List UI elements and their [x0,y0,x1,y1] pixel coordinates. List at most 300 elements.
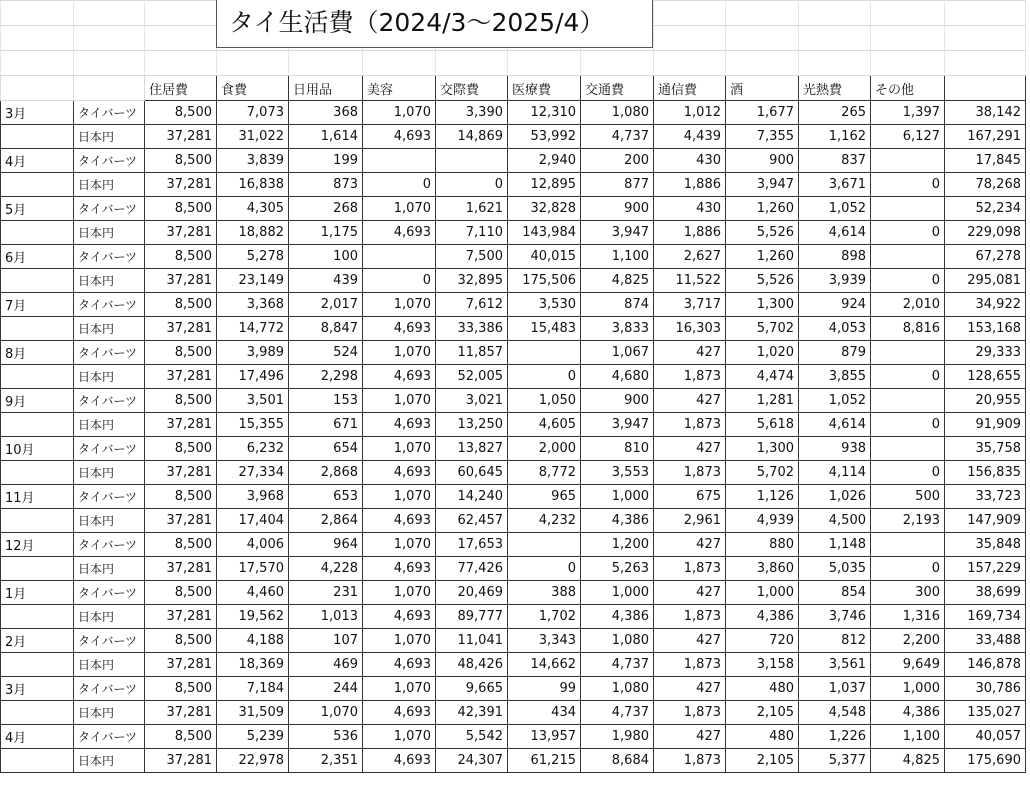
value-cell[interactable] [871,389,945,413]
value-cell[interactable]: 8,500 [145,149,217,173]
value-cell[interactable]: 13,827 [436,437,508,461]
value-cell[interactable]: 0 [871,269,945,293]
sheet-title[interactable]: タイ生活費（2024/3～2025/4） [216,0,653,48]
value-cell[interactable]: 7,110 [436,221,508,245]
unit-label[interactable]: 日本円 [74,125,145,149]
value-cell[interactable]: 11,041 [436,629,508,653]
value-cell[interactable]: 1,000 [581,581,654,605]
total-cell[interactable]: 52,234 [945,197,1026,221]
value-cell[interactable]: 8,847 [289,317,363,341]
column-header[interactable]: 日用品 [289,76,363,101]
value-cell[interactable]: 3,368 [217,293,289,317]
value-cell[interactable]: 143,984 [508,221,581,245]
value-cell[interactable]: 14,662 [508,653,581,677]
value-cell[interactable]: 810 [581,437,654,461]
value-cell[interactable]: 13,957 [508,725,581,749]
total-cell[interactable]: 38,142 [945,101,1026,125]
value-cell[interactable]: 3,717 [654,293,726,317]
empty-cell[interactable] [1,51,74,76]
unit-label[interactable]: タイバーツ [74,485,145,509]
value-cell[interactable] [363,245,436,269]
value-cell[interactable]: 37,281 [145,365,217,389]
value-cell[interactable]: 368 [289,101,363,125]
empty-cell[interactable] [871,51,945,76]
value-cell[interactable]: 1,886 [654,173,726,197]
value-cell[interactable] [508,533,581,557]
empty-cell[interactable] [1,1,74,26]
value-cell[interactable]: 1,873 [654,749,726,773]
value-cell[interactable]: 8,684 [581,749,654,773]
value-cell[interactable]: 1,614 [289,125,363,149]
value-cell[interactable]: 14,772 [217,317,289,341]
value-cell[interactable]: 938 [799,437,871,461]
unit-label[interactable]: 日本円 [74,461,145,485]
value-cell[interactable]: 61,215 [508,749,581,773]
value-cell[interactable]: 37,281 [145,125,217,149]
value-cell[interactable]: 427 [654,725,726,749]
value-cell[interactable]: 1,052 [799,197,871,221]
unit-label[interactable]: タイバーツ [74,725,145,749]
total-cell[interactable]: 34,922 [945,293,1026,317]
value-cell[interactable]: 3,855 [799,365,871,389]
total-cell[interactable]: 147,909 [945,509,1026,533]
value-cell[interactable]: 1,026 [799,485,871,509]
value-cell[interactable]: 4,474 [726,365,799,389]
value-cell[interactable]: 1,126 [726,485,799,509]
value-cell[interactable]: 4,460 [217,581,289,605]
value-cell[interactable]: 5,526 [726,269,799,293]
value-cell[interactable]: 77,426 [436,557,508,581]
unit-label[interactable]: タイバーツ [74,629,145,653]
value-cell[interactable]: 1,050 [508,389,581,413]
value-cell[interactable]: 3,746 [799,605,871,629]
value-cell[interactable]: 427 [654,389,726,413]
value-cell[interactable]: 1,226 [799,725,871,749]
empty-cell[interactable] [74,76,145,101]
value-cell[interactable]: 1,148 [799,533,871,557]
value-cell[interactable]: 4,693 [363,653,436,677]
value-cell[interactable]: 0 [363,269,436,293]
month-label[interactable]: 3月 [1,101,74,125]
column-header[interactable]: 美容 [363,76,436,101]
value-cell[interactable]: 1,873 [654,413,726,437]
empty-cell[interactable] [145,26,217,51]
value-cell[interactable]: 430 [654,149,726,173]
value-cell[interactable]: 3,839 [217,149,289,173]
value-cell[interactable]: 1,037 [799,677,871,701]
value-cell[interactable]: 3,021 [436,389,508,413]
value-cell[interactable]: 4,386 [871,701,945,725]
unit-label[interactable]: タイバーツ [74,149,145,173]
unit-label[interactable]: 日本円 [74,653,145,677]
column-header[interactable]: その他 [871,76,945,101]
value-cell[interactable]: 4,693 [363,125,436,149]
total-cell[interactable]: 229,098 [945,221,1026,245]
total-cell[interactable]: 20,955 [945,389,1026,413]
column-header[interactable]: 交際費 [436,76,508,101]
value-cell[interactable]: 1,070 [363,581,436,605]
empty-cell[interactable] [1,413,74,437]
month-label[interactable]: 1月 [1,581,74,605]
value-cell[interactable]: 1,260 [726,197,799,221]
value-cell[interactable]: 4,605 [508,413,581,437]
value-cell[interactable]: 52,005 [436,365,508,389]
value-cell[interactable]: 3,939 [799,269,871,293]
empty-cell[interactable] [871,1,945,26]
value-cell[interactable]: 480 [726,677,799,701]
empty-cell[interactable] [74,1,145,26]
empty-cell[interactable] [654,26,726,51]
value-cell[interactable]: 1,886 [654,221,726,245]
value-cell[interactable]: 37,281 [145,317,217,341]
value-cell[interactable]: 1,873 [654,701,726,725]
value-cell[interactable]: 4,439 [654,125,726,149]
value-cell[interactable] [363,149,436,173]
value-cell[interactable]: 4,693 [363,749,436,773]
unit-label[interactable]: 日本円 [74,413,145,437]
value-cell[interactable]: 48,426 [436,653,508,677]
month-label[interactable]: 6月 [1,245,74,269]
value-cell[interactable]: 4,006 [217,533,289,557]
value-cell[interactable]: 427 [654,437,726,461]
value-cell[interactable]: 175,506 [508,269,581,293]
value-cell[interactable]: 60,645 [436,461,508,485]
value-cell[interactable]: 653 [289,485,363,509]
value-cell[interactable]: 3,553 [581,461,654,485]
value-cell[interactable]: 2,000 [508,437,581,461]
value-cell[interactable]: 6,232 [217,437,289,461]
value-cell[interactable]: 2,010 [871,293,945,317]
value-cell[interactable]: 4,305 [217,197,289,221]
value-cell[interactable]: 8,500 [145,197,217,221]
value-cell[interactable]: 2,298 [289,365,363,389]
value-cell[interactable]: 42,391 [436,701,508,725]
value-cell[interactable]: 500 [871,485,945,509]
value-cell[interactable]: 200 [581,149,654,173]
value-cell[interactable]: 1,070 [363,341,436,365]
value-cell[interactable]: 0 [871,221,945,245]
value-cell[interactable]: 924 [799,293,871,317]
empty-cell[interactable] [871,26,945,51]
month-label[interactable]: 5月 [1,197,74,221]
unit-label[interactable]: 日本円 [74,221,145,245]
value-cell[interactable]: 268 [289,197,363,221]
value-cell[interactable]: 14,869 [436,125,508,149]
value-cell[interactable]: 4,737 [581,125,654,149]
value-cell[interactable]: 0 [871,413,945,437]
value-cell[interactable]: 1,070 [363,677,436,701]
value-cell[interactable]: 8,500 [145,293,217,317]
empty-cell[interactable] [654,51,726,76]
value-cell[interactable]: 1,070 [363,725,436,749]
empty-cell[interactable] [217,51,289,76]
unit-label[interactable]: 日本円 [74,701,145,725]
value-cell[interactable]: 8,500 [145,677,217,701]
value-cell[interactable]: 37,281 [145,605,217,629]
unit-label[interactable]: タイバーツ [74,389,145,413]
value-cell[interactable]: 153 [289,389,363,413]
value-cell[interactable]: 8,772 [508,461,581,485]
empty-cell[interactable] [1,701,74,725]
empty-cell[interactable] [726,51,799,76]
value-cell[interactable]: 8,816 [871,317,945,341]
value-cell[interactable] [871,149,945,173]
value-cell[interactable]: 4,386 [726,605,799,629]
value-cell[interactable]: 0 [436,173,508,197]
empty-cell[interactable] [1,653,74,677]
value-cell[interactable]: 1,873 [654,461,726,485]
empty-cell[interactable] [1,221,74,245]
total-cell[interactable]: 78,268 [945,173,1026,197]
value-cell[interactable]: 24,307 [436,749,508,773]
value-cell[interactable]: 4,693 [363,557,436,581]
value-cell[interactable]: 4,693 [363,365,436,389]
value-cell[interactable]: 427 [654,533,726,557]
month-label[interactable]: 7月 [1,293,74,317]
value-cell[interactable]: 2,868 [289,461,363,485]
value-cell[interactable]: 231 [289,581,363,605]
value-cell[interactable]: 0 [508,365,581,389]
total-cell[interactable]: 67,278 [945,245,1026,269]
value-cell[interactable]: 5,526 [726,221,799,245]
value-cell[interactable]: 469 [289,653,363,677]
value-cell[interactable]: 265 [799,101,871,125]
empty-cell[interactable] [289,51,363,76]
value-cell[interactable]: 4,693 [363,221,436,245]
value-cell[interactable]: 874 [581,293,654,317]
total-cell[interactable]: 30,786 [945,677,1026,701]
empty-cell[interactable] [726,1,799,26]
value-cell[interactable]: 1,100 [581,245,654,269]
total-cell[interactable]: 17,845 [945,149,1026,173]
value-cell[interactable]: 8,500 [145,725,217,749]
value-cell[interactable]: 3,833 [581,317,654,341]
empty-cell[interactable] [436,51,508,76]
empty-cell[interactable] [1,317,74,341]
column-header[interactable]: 通信費 [654,76,726,101]
value-cell[interactable]: 1,070 [363,533,436,557]
value-cell[interactable]: 1,080 [581,101,654,125]
value-cell[interactable]: 1,873 [654,653,726,677]
value-cell[interactable]: 873 [289,173,363,197]
value-cell[interactable]: 4,680 [581,365,654,389]
value-cell[interactable]: 1,621 [436,197,508,221]
value-cell[interactable]: 536 [289,725,363,749]
empty-cell[interactable] [1,557,74,581]
value-cell[interactable]: 1,020 [726,341,799,365]
empty-cell[interactable] [799,51,871,76]
value-cell[interactable]: 4,053 [799,317,871,341]
value-cell[interactable]: 675 [654,485,726,509]
value-cell[interactable]: 18,369 [217,653,289,677]
value-cell[interactable]: 720 [726,629,799,653]
value-cell[interactable]: 4,693 [363,317,436,341]
value-cell[interactable]: 8,500 [145,245,217,269]
value-cell[interactable]: 1,070 [363,629,436,653]
empty-cell[interactable] [654,1,726,26]
value-cell[interactable]: 0 [871,173,945,197]
value-cell[interactable]: 37,281 [145,413,217,437]
value-cell[interactable]: 17,653 [436,533,508,557]
unit-label[interactable]: タイバーツ [74,101,145,125]
value-cell[interactable]: 1,260 [726,245,799,269]
value-cell[interactable]: 0 [363,173,436,197]
value-cell[interactable]: 4,939 [726,509,799,533]
column-header[interactable]: 食費 [217,76,289,101]
value-cell[interactable]: 1,980 [581,725,654,749]
value-cell[interactable]: 900 [726,149,799,173]
value-cell[interactable]: 3,671 [799,173,871,197]
value-cell[interactable]: 3,158 [726,653,799,677]
unit-label[interactable]: タイバーツ [74,581,145,605]
value-cell[interactable] [871,245,945,269]
value-cell[interactable]: 8,500 [145,389,217,413]
value-cell[interactable]: 1,300 [726,437,799,461]
total-cell[interactable]: 146,878 [945,653,1026,677]
value-cell[interactable]: 1,175 [289,221,363,245]
value-cell[interactable]: 965 [508,485,581,509]
value-cell[interactable]: 388 [508,581,581,605]
value-cell[interactable]: 20,469 [436,581,508,605]
total-cell[interactable]: 38,699 [945,581,1026,605]
value-cell[interactable]: 4,825 [581,269,654,293]
value-cell[interactable]: 19,562 [217,605,289,629]
month-label[interactable]: 4月 [1,725,74,749]
value-cell[interactable] [871,533,945,557]
unit-label[interactable]: 日本円 [74,749,145,773]
value-cell[interactable]: 3,501 [217,389,289,413]
month-label[interactable]: 12月 [1,533,74,557]
empty-cell[interactable] [145,51,217,76]
unit-label[interactable]: 日本円 [74,605,145,629]
value-cell[interactable]: 3,947 [726,173,799,197]
value-cell[interactable]: 1,067 [581,341,654,365]
column-header[interactable]: 光熱費 [799,76,871,101]
value-cell[interactable]: 9,649 [871,653,945,677]
value-cell[interactable]: 1,281 [726,389,799,413]
value-cell[interactable]: 1,000 [871,677,945,701]
value-cell[interactable]: 4,386 [581,509,654,533]
value-cell[interactable]: 1,012 [654,101,726,125]
empty-cell[interactable] [1,365,74,389]
value-cell[interactable]: 4,500 [799,509,871,533]
empty-cell[interactable] [945,51,1026,76]
value-cell[interactable]: 1,070 [289,701,363,725]
unit-label[interactable]: 日本円 [74,317,145,341]
value-cell[interactable]: 31,022 [217,125,289,149]
value-cell[interactable]: 1,200 [581,533,654,557]
unit-label[interactable]: 日本円 [74,365,145,389]
value-cell[interactable]: 100 [289,245,363,269]
unit-label[interactable]: タイバーツ [74,677,145,701]
value-cell[interactable]: 7,184 [217,677,289,701]
empty-cell[interactable] [1,269,74,293]
value-cell[interactable]: 5,702 [726,317,799,341]
value-cell[interactable]: 4,825 [871,749,945,773]
value-cell[interactable]: 2,200 [871,629,945,653]
value-cell[interactable]: 12,895 [508,173,581,197]
unit-label[interactable]: 日本円 [74,269,145,293]
value-cell[interactable]: 1,070 [363,389,436,413]
value-cell[interactable]: 5,239 [217,725,289,749]
value-cell[interactable]: 4,693 [363,509,436,533]
total-cell[interactable]: 35,848 [945,533,1026,557]
total-cell[interactable]: 29,333 [945,341,1026,365]
value-cell[interactable]: 0 [871,557,945,581]
unit-label[interactable]: タイバーツ [74,437,145,461]
value-cell[interactable]: 1,013 [289,605,363,629]
value-cell[interactable]: 5,702 [726,461,799,485]
value-cell[interactable] [436,149,508,173]
unit-label[interactable]: タイバーツ [74,341,145,365]
unit-label[interactable]: タイバーツ [74,245,145,269]
total-cell[interactable]: 175,690 [945,749,1026,773]
value-cell[interactable]: 8,500 [145,533,217,557]
value-cell[interactable]: 244 [289,677,363,701]
value-cell[interactable]: 4,386 [581,605,654,629]
value-cell[interactable]: 654 [289,437,363,461]
value-cell[interactable]: 22,978 [217,749,289,773]
value-cell[interactable]: 18,882 [217,221,289,245]
empty-cell[interactable] [1,173,74,197]
value-cell[interactable]: 6,127 [871,125,945,149]
value-cell[interactable]: 812 [799,629,871,653]
value-cell[interactable]: 877 [581,173,654,197]
value-cell[interactable] [871,437,945,461]
value-cell[interactable]: 9,665 [436,677,508,701]
value-cell[interactable]: 107 [289,629,363,653]
value-cell[interactable]: 1,300 [726,293,799,317]
value-cell[interactable]: 199 [289,149,363,173]
value-cell[interactable]: 964 [289,533,363,557]
value-cell[interactable]: 5,618 [726,413,799,437]
value-cell[interactable]: 0 [871,365,945,389]
unit-label[interactable]: 日本円 [74,557,145,581]
value-cell[interactable]: 1,316 [871,605,945,629]
total-cell[interactable]: 295,081 [945,269,1026,293]
value-cell[interactable]: 300 [871,581,945,605]
month-label[interactable]: 4月 [1,149,74,173]
value-cell[interactable]: 2,193 [871,509,945,533]
value-cell[interactable]: 11,857 [436,341,508,365]
value-cell[interactable]: 900 [581,197,654,221]
total-cell[interactable]: 128,655 [945,365,1026,389]
value-cell[interactable]: 7,355 [726,125,799,149]
empty-cell[interactable] [145,1,217,26]
value-cell[interactable]: 7,073 [217,101,289,125]
value-cell[interactable]: 4,614 [799,413,871,437]
value-cell[interactable]: 4,614 [799,221,871,245]
value-cell[interactable]: 1,080 [581,629,654,653]
value-cell[interactable]: 4,188 [217,629,289,653]
value-cell[interactable]: 2,961 [654,509,726,533]
value-cell[interactable]: 430 [654,197,726,221]
value-cell[interactable]: 33,386 [436,317,508,341]
value-cell[interactable]: 3,530 [508,293,581,317]
unit-label[interactable]: タイバーツ [74,293,145,317]
empty-cell[interactable] [945,1,1026,26]
value-cell[interactable]: 1,873 [654,605,726,629]
value-cell[interactable]: 40,015 [508,245,581,269]
value-cell[interactable]: 12,310 [508,101,581,125]
value-cell[interactable]: 2,627 [654,245,726,269]
empty-cell[interactable] [508,51,581,76]
value-cell[interactable]: 898 [799,245,871,269]
value-cell[interactable]: 27,334 [217,461,289,485]
value-cell[interactable]: 524 [289,341,363,365]
empty-cell[interactable] [799,26,871,51]
empty-cell[interactable] [74,51,145,76]
